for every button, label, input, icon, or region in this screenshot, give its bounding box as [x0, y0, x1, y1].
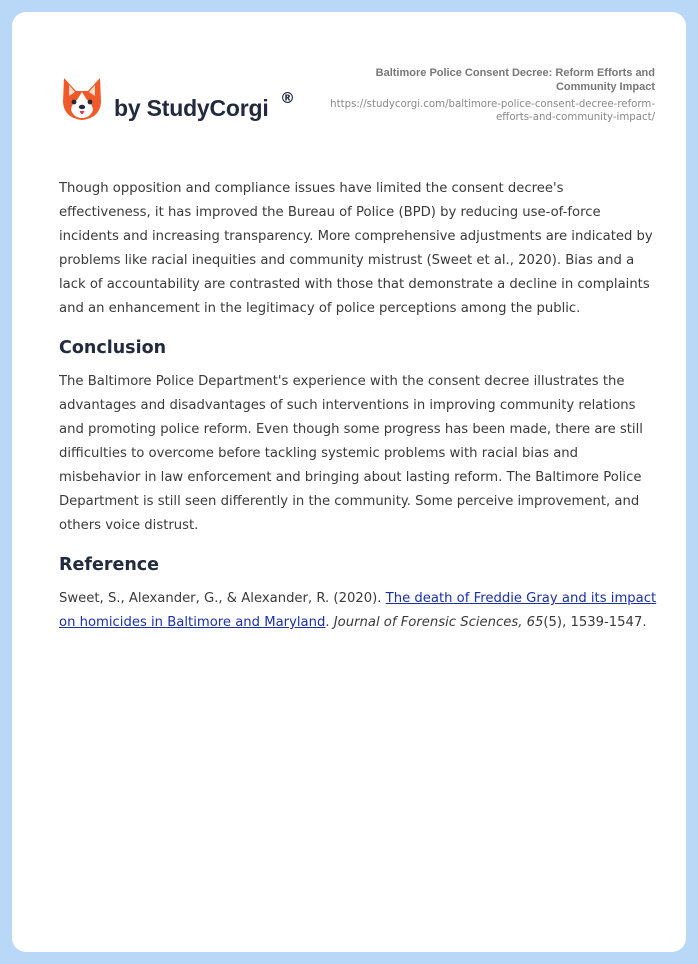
reference-entry	[59, 587, 659, 635]
reference-tail: (5), 1539-1547.	[543, 615, 647, 630]
document-title: Baltimore Police Consent Decree: Reform Efforts and Community Impact	[375, 67, 655, 93]
document-body	[59, 177, 659, 635]
reference-heading: Reference	[59, 555, 160, 575]
conclusion-heading: Conclusion	[59, 338, 167, 358]
conclusion-paragraph: The Baltimore Police Department's experience with the consent decree illustrates the advantages and disadvantages of such interventions in improving community relations and promoting police reform. Even though some progress has been made, there are still difficulties to overcome before tackling systemic problems with racial bias and misbehavior in law enforcement and bringing about lasting reform. The Baltimore Police Department is still seen differently in the community. Some perceive improvement, and others voice distrust.	[59, 374, 643, 533]
reference-journal: Journal of Forensic Sciences, 65	[333, 615, 544, 630]
registered-mark: ®	[280, 89, 295, 107]
reference-authors: Sweet, S., Alexander, G., & Alexander, R. (2020).	[59, 591, 386, 606]
brand-name: by StudyCorgi	[114, 95, 269, 121]
document-page	[12, 12, 686, 952]
document-url[interactable]: https://studycorgi.com/baltimore-police-consent-decree-reform-efforts-and-community-impact/	[330, 99, 655, 123]
reference-link[interactable]: The death of Freddie Gray and its impact on homicides in Baltimore and Maryland	[59, 591, 657, 630]
intro-paragraph: Though opposition and compliance issues have limited the consent decree's effectiveness, it has improved the Bureau of Police (BPD) by reducing use-of-force incidents and increasing transparency. More comprehensive adjustments are indicated by problems like racial inequities and community mistrust (Sweet et al., 2020). Bias and a lack of accountability are contrasted with those that demonstrate a decline in complaints and an enhancement in the legitimacy of police perceptions among the public.	[59, 181, 653, 316]
studycorgi-logo[interactable]	[60, 76, 320, 136]
page-header	[12, 12, 686, 152]
corgi-logo-icon	[60, 76, 104, 122]
document-meta	[325, 66, 655, 124]
reference-after-link: .	[325, 615, 334, 630]
